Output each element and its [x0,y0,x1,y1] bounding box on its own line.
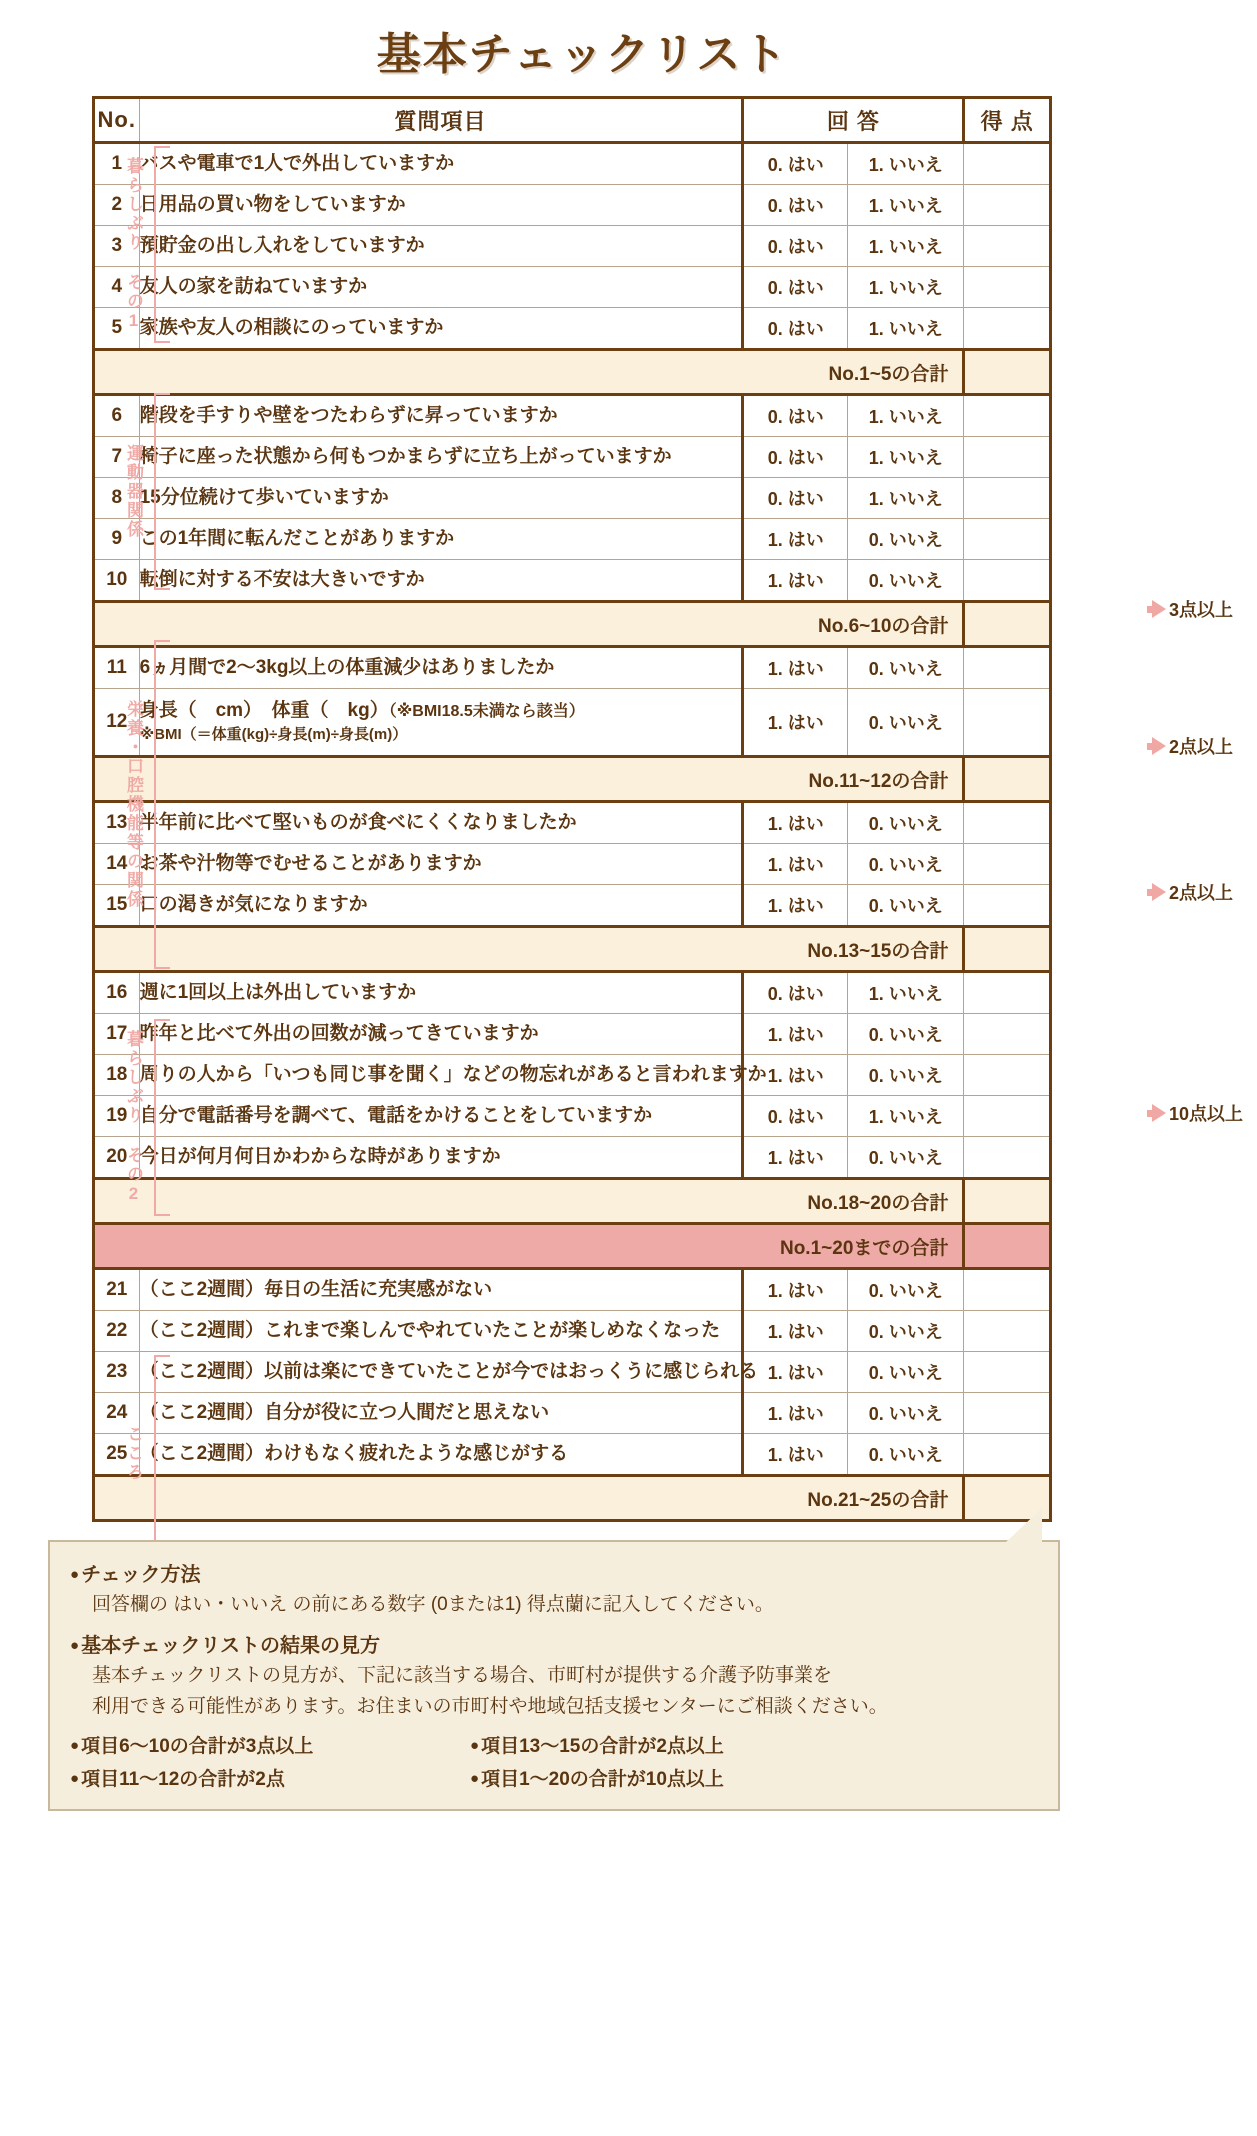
group-label-living-2 [102,1015,176,1220]
row-question: （ここ2週間）毎日の生活に充実感がない [139,1269,743,1311]
row-score-input[interactable] [964,395,1051,437]
row-score-input[interactable] [964,1311,1051,1352]
group-bracket [154,146,170,343]
row-answer-no[interactable]: 1. いいえ [848,1096,964,1137]
row-question: 椅子に座った状態から何もつかまらずに立ち上がっていますか [139,437,743,478]
row-answer-no[interactable]: 0. いいえ [848,1269,964,1311]
marker-label: 3点以上 [1169,600,1234,620]
row-no: 21 [94,1269,140,1311]
row-score-input[interactable] [964,885,1051,927]
row-no: 3 [94,226,140,267]
row-question: 周りの人から「いつも同じ事を聞く」などの物忘れがあると言われますか [139,1055,743,1096]
table-row-bmi [94,689,1051,757]
row-no: 10 [94,560,140,602]
row-question: （ここ2週間）これまで楽しんでやれていたことが楽しめなくなった [139,1311,743,1352]
group-label-mind [102,1351,176,1556]
row-question: バスや電車で1人で外出していますか [139,143,743,185]
table-row [94,1096,1051,1137]
row-score-input[interactable] [964,844,1051,885]
row-score-input[interactable] [964,185,1051,226]
subtotal-row-13-15 [94,927,1051,972]
row-question: この1年間に転んだことがありますか [139,519,743,560]
subtotal-score-input[interactable] [964,1179,1051,1224]
row-answer-yes[interactable]: 1. はい [743,1352,848,1393]
group-label-text: 運動器関係 [124,444,143,539]
marker-6-10 [1147,596,1233,622]
table-row [94,185,1051,226]
group-label-text: 暮らしぶり その1 [124,157,143,332]
table-row [94,395,1051,437]
table-row [94,844,1051,885]
row-score-input[interactable] [964,308,1051,350]
subtotal-label: No.6~10の合計 [94,602,964,647]
row-no: 5 [94,308,140,350]
criterion-6-10: ● 項目6〜10の合計が3点以上 [70,1731,470,1758]
row-score-input[interactable] [964,560,1051,602]
row-no: 12 [94,689,140,757]
group-bracket [154,393,170,590]
row-no: 16 [94,972,140,1014]
row-no: 25 [94,1434,140,1476]
row-question: 友人の家を訪ねていますか [139,267,743,308]
table-row [94,437,1051,478]
row-question: 転倒に対する不安は大きいですか [139,560,743,602]
row-answer-yes[interactable]: 0. はい [743,395,848,437]
group-bracket [154,1019,170,1216]
row-no: 2 [94,185,140,226]
row-answer-yes[interactable]: 1. はい [743,519,848,560]
table-row [94,519,1051,560]
subtotal-score-input[interactable] [964,757,1051,802]
row-no: 24 [94,1393,140,1434]
row-question: 昨年と比べて外出の回数が減ってきていますか [139,1014,743,1055]
header-score: 得 点 [964,98,1051,143]
checklist-table [92,96,1052,1522]
row-no: 17 [94,1014,140,1055]
row-answer-no[interactable]: 1. いいえ [848,226,964,267]
header-no: No. [94,98,140,143]
note-heading-results: ● 基本チェックリストの結果の見方 [70,1629,1038,1658]
row-question: 階段を手すりや壁をつたわらずに昇っていますか [139,395,743,437]
marker-1-20 [1147,1100,1243,1126]
subtotal-label: No.11~12の合計 [94,757,964,802]
marker-label: 2点以上 [1169,883,1234,903]
criterion-13-15: ● 項目13〜15の合計が2点以上 [470,1731,930,1758]
row-score-input[interactable] [964,143,1051,185]
instructions-note-box [48,1540,1060,1811]
row-no: 20 [94,1137,140,1179]
row-answer-no[interactable]: 1. いいえ [848,478,964,519]
row-answer-yes[interactable]: 0. はい [743,185,848,226]
row-question: 口の渇きが気になりますか [139,885,743,927]
table-row [94,1269,1051,1311]
row-question: お茶や汁物等でむせることがありますか [139,844,743,885]
row-answer-no[interactable]: 0. いいえ [848,1014,964,1055]
group-bracket [154,1355,170,1552]
row-answer-yes[interactable]: 0. はい [743,143,848,185]
row-score-input[interactable] [964,802,1051,844]
row-answer-no[interactable]: 1. いいえ [848,972,964,1014]
row-score-input[interactable] [964,1393,1051,1434]
row-score-input[interactable] [964,226,1051,267]
row-no: 19 [94,1096,140,1137]
row-answer-no[interactable]: 0. いいえ [848,844,964,885]
row-answer-no[interactable]: 0. いいえ [848,1311,964,1352]
row-score-input[interactable] [964,689,1051,757]
group-label-column [92,96,184,1522]
marker-13-15 [1147,879,1233,905]
row-score-input[interactable] [964,267,1051,308]
subtotal-row-11-12 [94,757,1051,802]
subtotal-score-input[interactable] [964,350,1051,395]
row-answer-yes[interactable]: 1. はい [743,560,848,602]
row-no: 7 [94,437,140,478]
row-answer-yes[interactable]: 1. はい [743,1311,848,1352]
group-label-motor [102,389,176,594]
group-label-text: 栄養・口腔機能等の関係 [124,700,143,909]
note-body-method: 回答欄の はい・いいえ の前にある数字 (0または1) 得点蘭に記入してください。 [92,1594,774,1615]
row-answer-no[interactable]: 0. いいえ [848,519,964,560]
row-score-input[interactable] [964,1096,1051,1137]
arrow-right-icon [1152,1104,1166,1122]
row-answer-no[interactable]: 0. いいえ [848,802,964,844]
row-question: 自分で電話番号を調べて、電話をかけることをしていますか [139,1096,743,1137]
subtotal-score-input[interactable] [964,927,1051,972]
row-answer-yes[interactable]: 1. はい [743,1434,848,1476]
group-label-nutrition [102,636,176,973]
row-answer-no[interactable]: 1. いいえ [848,143,964,185]
page-title: 基本チェックリスト [376,30,789,79]
row-answer-no[interactable]: 1. いいえ [848,308,964,350]
table-container [92,96,1244,1522]
row-answer-yes[interactable]: 1. はい [743,1137,848,1179]
subtotal-label: No.1~5の合計 [94,350,964,395]
row-question: 6ヵ月間で2〜3kg以上の体重減少はありましたか [139,647,743,689]
bmi-threshold-note: （※BMI18.5未満なら該当） [388,703,585,721]
row-answer-yes[interactable]: 1. はい [743,1014,848,1055]
row-answer-yes[interactable]: 1. はい [743,689,848,757]
table-row [94,647,1051,689]
subtotal-label: No.13~15の合計 [94,927,964,972]
row-no: 9 [94,519,140,560]
row-answer-yes[interactable]: 0. はい [743,1096,848,1137]
criteria-row-1 [70,1731,1038,1758]
group-bracket [154,640,170,969]
row-question: 今日が何月何日かわからな時がありますか [139,1137,743,1179]
row-no: 15 [94,885,140,927]
row-no: 6 [94,395,140,437]
row-score-input[interactable] [964,519,1051,560]
row-answer-yes[interactable]: 1. はい [743,1393,848,1434]
table-row [94,143,1051,185]
checklist-sheet [0,96,1244,1811]
table-row [94,1434,1051,1476]
header-question: 質問項目 [139,98,743,143]
table-row [94,885,1051,927]
row-no: 18 [94,1055,140,1096]
row-question-bmi [139,689,743,757]
row-answer-yes[interactable]: 1. はい [743,885,848,927]
row-answer-yes[interactable]: 1. はい [743,1269,848,1311]
row-answer-no[interactable]: 0. いいえ [848,1434,964,1476]
table-header-row [94,98,1051,143]
group-label-living-1 [102,142,176,347]
row-question: 半年前に比べて堅いものが食べにくくなりましたか [139,802,743,844]
row-answer-no[interactable]: 0. いいえ [848,1352,964,1393]
row-answer-yes[interactable]: 1. はい [743,844,848,885]
row-no: 11 [94,647,140,689]
table-row [94,308,1051,350]
row-question: 家族や友人の相談にのっていますか [139,308,743,350]
grand-total-label: No.1~20までの合計 [94,1224,964,1269]
row-score-input[interactable] [964,1434,1051,1476]
row-score-input[interactable] [964,1055,1051,1096]
row-answer-yes[interactable]: 1. はい [743,802,848,844]
row-answer-yes[interactable]: 0. はい [743,267,848,308]
row-answer-no[interactable]: 1. いいえ [848,395,964,437]
row-score-input[interactable] [964,1269,1051,1311]
criterion-1-20: ● 項目1〜20の合計が10点以上 [470,1764,930,1791]
row-answer-no[interactable]: 0. いいえ [848,560,964,602]
row-score-input[interactable] [964,478,1051,519]
note-body-results-line1: 基本チェックリストの見方が、下記に該当する場合、市町村が提供する介護予防事業を [92,1664,833,1686]
row-question: 日用品の買い物をしていますか [139,185,743,226]
subtotal-score-input[interactable] [964,602,1051,647]
subtotal-row-21-25 [94,1476,1051,1521]
row-answer-yes[interactable]: 0. はい [743,308,848,350]
row-no: 22 [94,1311,140,1352]
subtotal-row-18-20 [94,1179,1051,1224]
grand-total-score-input[interactable] [964,1224,1051,1269]
row-answer-no[interactable]: 0. いいえ [848,647,964,689]
table-row [94,802,1051,844]
row-question: （ここ2週間）わけもなく疲れたような感じがする [139,1434,743,1476]
marker-label: 10点以上 [1169,1104,1244,1124]
table-row [94,267,1051,308]
bmi-formula: ※BMI（＝体重(kg)÷身長(m)÷身長(m)） [139,726,408,743]
subtotal-label: No.21~25の合計 [94,1476,964,1521]
row-answer-yes[interactable]: 0. はい [743,478,848,519]
table-row [94,1311,1051,1352]
grand-total-row-1-20 [94,1224,1051,1269]
row-answer-yes[interactable]: 1. はい [743,1055,848,1096]
row-answer-yes[interactable]: 0. はい [743,972,848,1014]
row-answer-no[interactable]: 1. いいえ [848,437,964,478]
arrow-right-icon [1152,737,1166,755]
row-no: 8 [94,478,140,519]
subtotal-row-6-10 [94,602,1051,647]
arrow-right-icon [1152,600,1166,618]
row-no: 14 [94,844,140,885]
bmi-fields-line [140,699,742,723]
row-answer-no[interactable]: 0. いいえ [848,1393,964,1434]
subtotal-row-1-5 [94,350,1051,395]
row-answer-no[interactable]: 0. いいえ [848,689,964,757]
row-answer-no[interactable]: 1. いいえ [848,185,964,226]
subtotal-label: No.18~20の合計 [94,1179,964,1224]
row-no: 13 [94,802,140,844]
table-row [94,1352,1051,1393]
table-row [94,1137,1051,1179]
note-body-results-line2: 利用できる可能性があります。お住まいの市町村や地域包括支援センターにご相談ください。 [92,1696,888,1718]
note-heading-method: ● チェック方法 [70,1558,1038,1587]
table-row [94,1055,1051,1096]
criteria-row-2 [70,1764,1038,1791]
threshold-markers [1147,96,1257,1522]
row-question: （ここ2週間）以前は楽にできていたことが今ではおっくうに感じられる [139,1352,743,1393]
row-answer-no[interactable]: 0. いいえ [848,1055,964,1096]
table-row [94,560,1051,602]
row-score-input[interactable] [964,972,1051,1014]
row-score-input[interactable] [964,1352,1051,1393]
table-row [94,972,1051,1014]
row-answer-yes[interactable]: 0. はい [743,226,848,267]
group-label-text: こころ [124,1425,143,1482]
arrow-right-icon [1152,883,1166,901]
bmi-height-weight-fields[interactable]: 身長（ cm） 体重（ kg） [139,700,389,722]
marker-label: 2点以上 [1169,737,1234,757]
group-label-text: 暮らしぶり その2 [124,1030,143,1205]
table-row [94,1014,1051,1055]
row-answer-no[interactable]: 1. いいえ [848,267,964,308]
row-score-input[interactable] [964,647,1051,689]
criterion-11-12: ● 項目11〜12の合計が2点 [70,1764,470,1791]
table-row [94,478,1051,519]
row-no: 1 [94,143,140,185]
row-question: （ここ2週間）自分が役に立つ人間だと思えない [139,1393,743,1434]
row-question: 預貯金の出し入れをしていますか [139,226,743,267]
row-question: 15分位続けて歩いていますか [139,478,743,519]
row-no: 23 [94,1352,140,1393]
row-question: 週に1回以上は外出していますか [139,972,743,1014]
row-score-input[interactable] [964,1137,1051,1179]
table-row [94,226,1051,267]
row-score-input[interactable] [964,1014,1051,1055]
table-row [94,1393,1051,1434]
row-answer-yes[interactable]: 0. はい [743,437,848,478]
row-answer-no[interactable]: 0. いいえ [848,885,964,927]
row-no: 4 [94,267,140,308]
marker-11-12 [1147,733,1233,759]
row-answer-yes[interactable]: 1. はい [743,647,848,689]
row-score-input[interactable] [964,437,1051,478]
row-answer-no[interactable]: 0. いいえ [848,1137,964,1179]
folded-corner-icon [1006,1508,1042,1542]
header-answer: 回 答 [743,98,964,143]
